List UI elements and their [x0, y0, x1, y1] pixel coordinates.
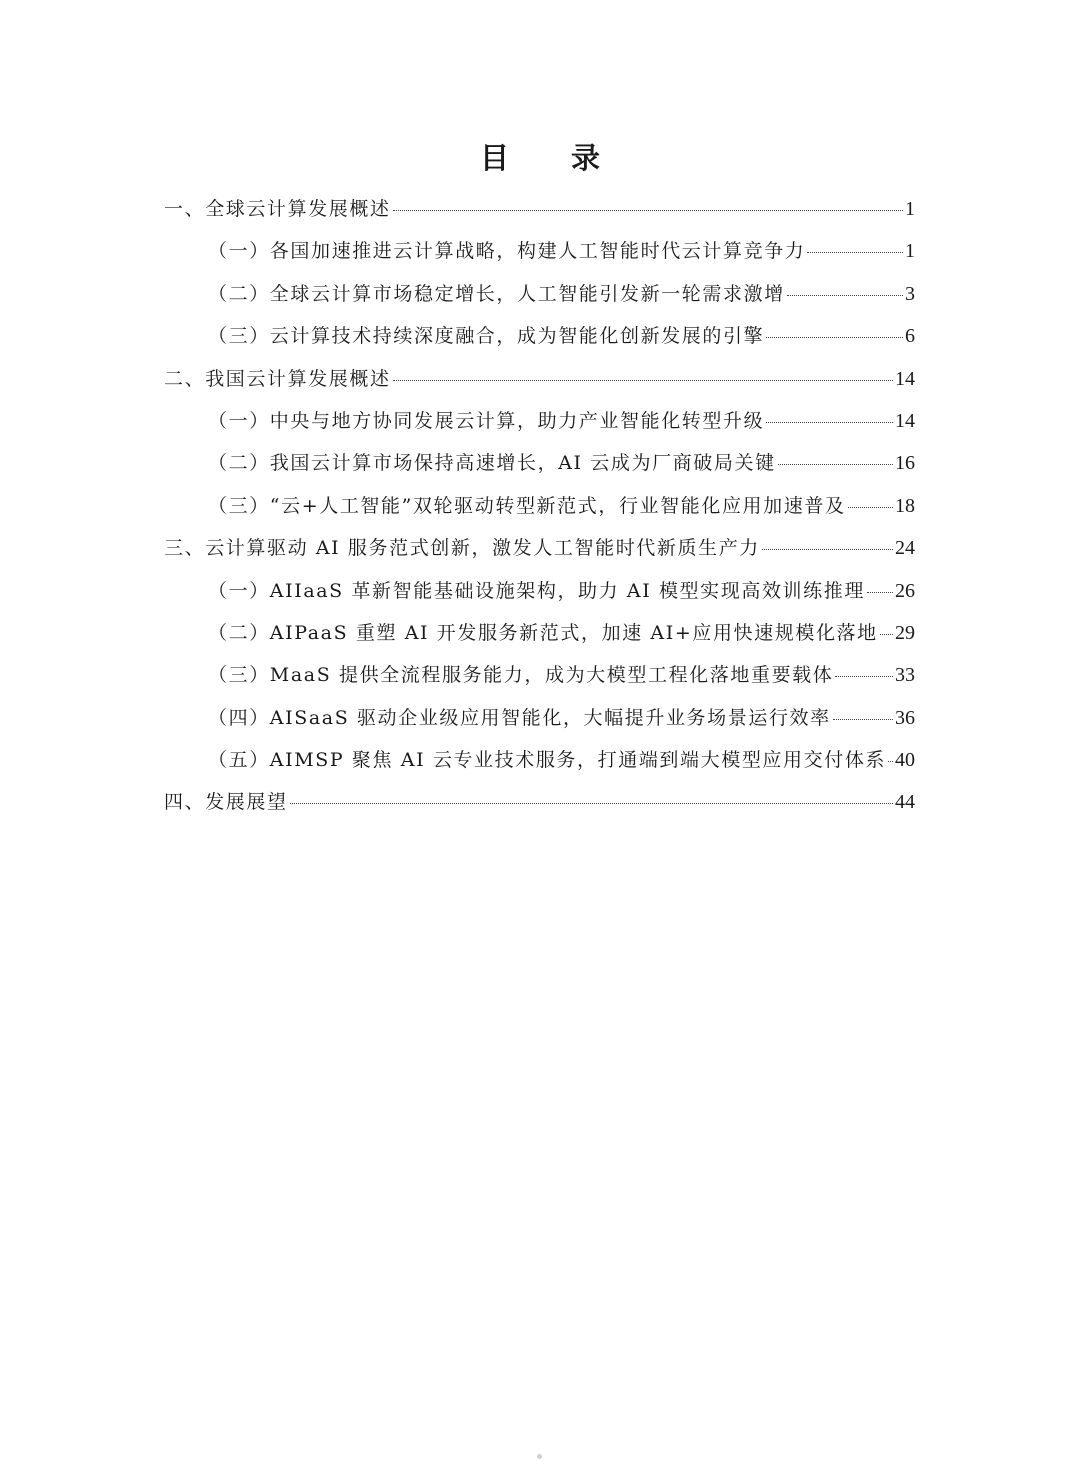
- toc-entry-title: 一、全球云计算发展概述: [164, 198, 391, 220]
- toc-entry[interactable]: [164, 781, 915, 823]
- toc-entry-page: 26: [895, 579, 915, 602]
- toc-entry-page: 6: [905, 325, 915, 348]
- toc-entry-title: （二）全球云计算市场稳定增长，人工智能引发新一轮需求激增: [208, 282, 785, 305]
- toc-leader-dots: [766, 422, 893, 423]
- toc-leader-dots: [290, 803, 893, 804]
- toc-leader-dots: [393, 380, 893, 381]
- toc-entry[interactable]: [164, 358, 915, 400]
- toc-entry[interactable]: [164, 697, 915, 739]
- toc-leader-dots: [766, 337, 903, 338]
- toc-entry-page: 14: [895, 409, 915, 432]
- toc-entry-page: 36: [895, 706, 915, 729]
- toc-entry-page: 16: [895, 452, 915, 475]
- toc-entry-page: 1: [905, 240, 915, 263]
- toc-entry-title: （二）AIPaaS 重塑 AI 开发服务新范式，加速 AI+应用快速规模化落地: [208, 621, 878, 644]
- toc-entry[interactable]: [164, 442, 915, 484]
- toc-leader-dots: [888, 761, 893, 762]
- toc-entry-page: 14: [895, 367, 915, 390]
- toc-entry-title: 四、发展展望: [164, 791, 288, 814]
- toc-entry-page: 24: [895, 537, 915, 560]
- toc-leader-dots: [848, 507, 893, 508]
- toc-leader-dots: [880, 634, 893, 635]
- toc-entry-title: （四）AISaaS 驱动企业级应用智能化，大幅提升业务场景运行效率: [208, 706, 831, 729]
- toc-entry-title: （二）我国云计算市场保持高速增长，AI 云成为厂商破局关键: [208, 452, 776, 475]
- toc-entry-title: （三）云计算技术持续深度融合，成为智能化创新发展的引擎: [208, 325, 765, 348]
- toc-entry[interactable]: [164, 273, 915, 315]
- toc-entry[interactable]: [164, 230, 915, 272]
- toc-entry-title: （一）中央与地方协同发展云计算，助力产业智能化转型升级: [208, 409, 765, 432]
- toc-entry-title: 二、我国云计算发展概述: [164, 367, 391, 390]
- toc-leader-dots: [393, 210, 903, 211]
- toc-entry-page: 40: [895, 749, 915, 772]
- toc-leader-dots: [787, 295, 903, 296]
- toc-entry-title: （一）各国加速推进云计算战略，构建人工智能时代云计算竞争力: [208, 240, 806, 263]
- page-footer-mark: [537, 1454, 542, 1459]
- toc-entry-title: （三）MaaS 提供全流程服务能力，成为大模型工程化落地重要载体: [208, 664, 834, 687]
- toc-leader-dots: [762, 549, 893, 550]
- toc-entry-title: （五）AIMSP 聚焦 AI 云专业技术服务，打通端到端大模型应用交付体系: [208, 749, 887, 772]
- toc-entry[interactable]: [164, 485, 915, 527]
- toc-entry-title: （一）AIIaaS 革新智能基础设施架构，助力 AI 模型实现高效训练推理: [208, 579, 865, 602]
- toc-entry[interactable]: [164, 739, 915, 781]
- page-title: 目 录: [479, 141, 627, 175]
- toc-entry[interactable]: [164, 188, 915, 230]
- toc-leader-dots: [807, 252, 903, 253]
- toc-entry-page: 33: [895, 664, 915, 687]
- toc-entry[interactable]: [164, 570, 915, 612]
- toc-entry-page: 1: [905, 198, 915, 220]
- toc-entry-title: 三、云计算驱动 AI 服务范式创新，激发人工智能时代新质生产力: [164, 537, 760, 560]
- toc-entry[interactable]: [164, 654, 915, 696]
- toc-leader-dots: [833, 719, 893, 720]
- toc-entry[interactable]: [164, 400, 915, 442]
- toc-entry-page: 29: [895, 621, 915, 644]
- toc-entry-page: 18: [895, 494, 915, 517]
- toc-leader-dots: [867, 592, 893, 593]
- table-of-contents: [164, 188, 915, 824]
- toc-entry-title: （三）“云+人工智能”双轮驱动转型新范式，行业智能化应用加速普及: [208, 494, 846, 517]
- toc-entry[interactable]: [164, 527, 915, 569]
- toc-entry[interactable]: [164, 315, 915, 357]
- toc-entry[interactable]: [164, 612, 915, 654]
- toc-leader-dots: [778, 464, 893, 465]
- toc-entry-page: 3: [905, 282, 915, 305]
- toc-entry-page: 44: [895, 791, 915, 814]
- toc-leader-dots: [835, 676, 893, 677]
